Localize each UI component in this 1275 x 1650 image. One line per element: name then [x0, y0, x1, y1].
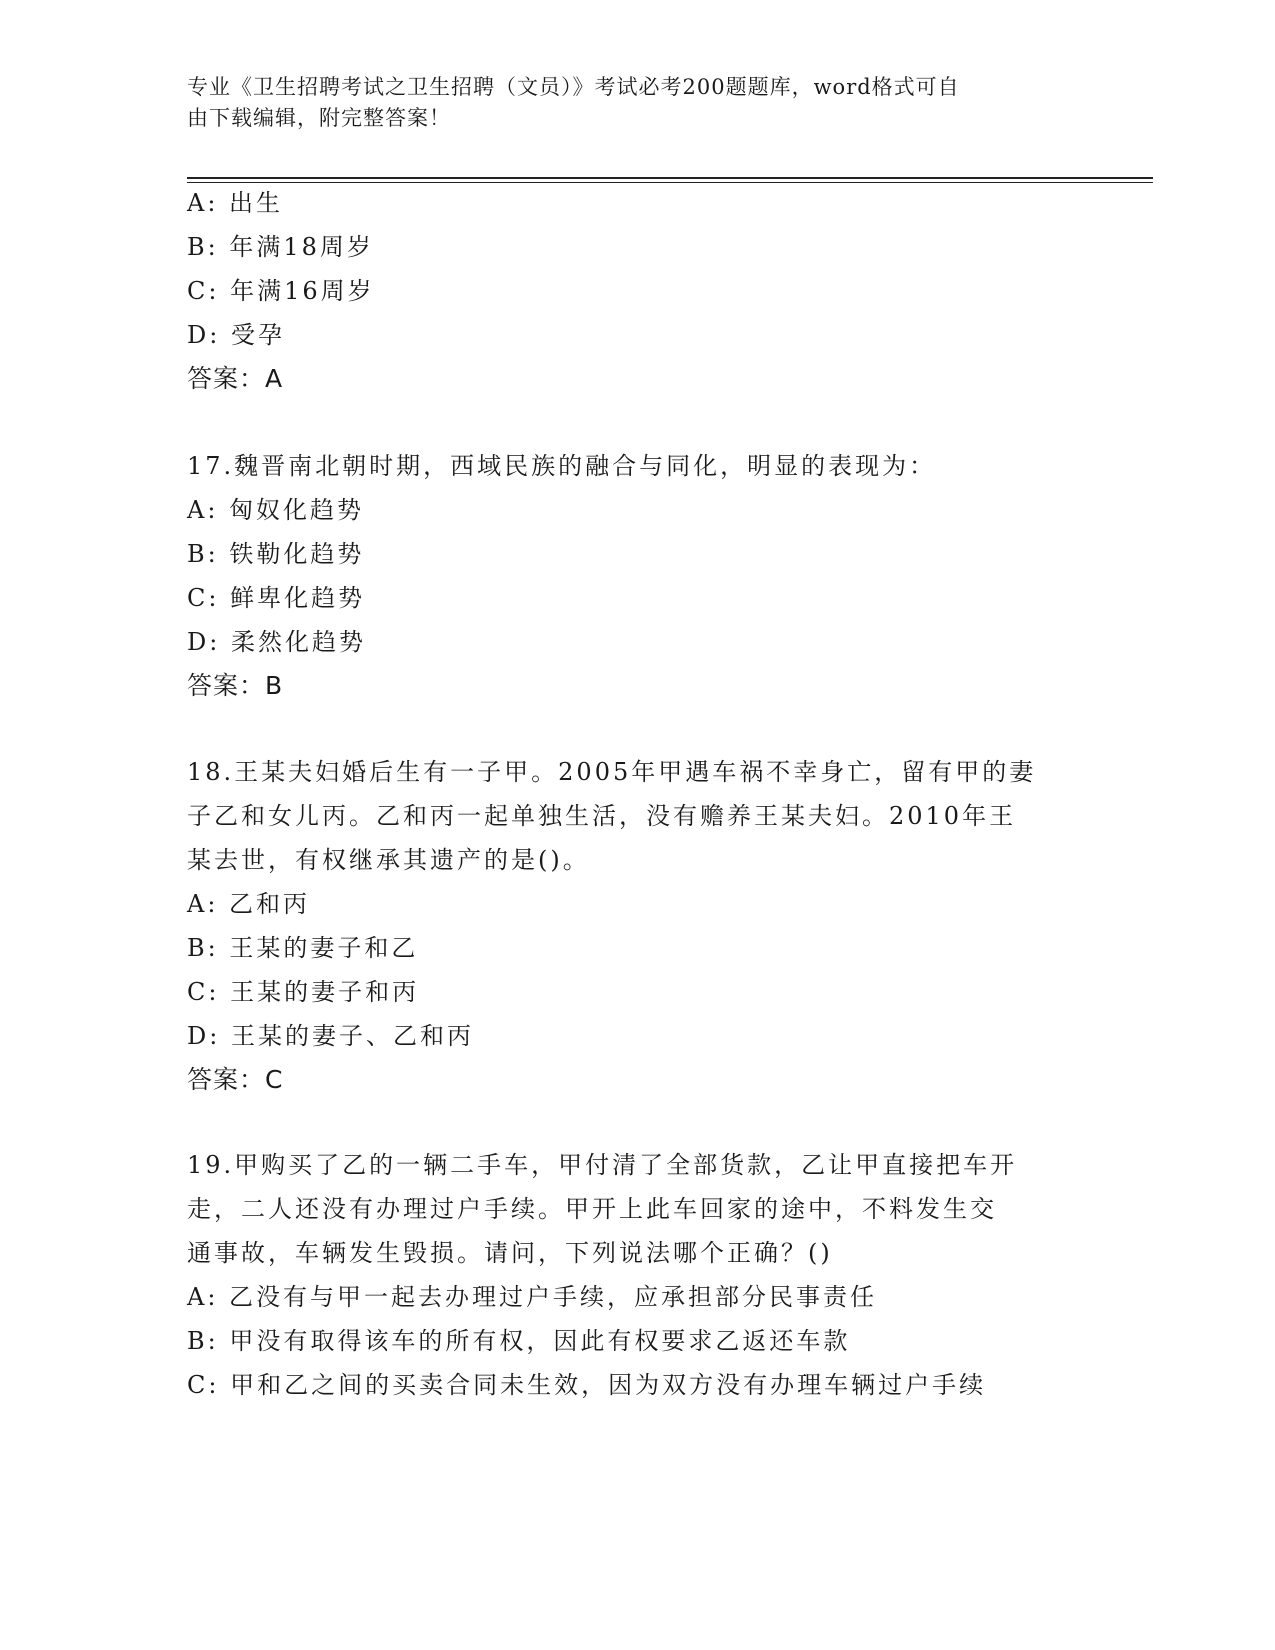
q19-option-c: C: 甲和乙之间的买卖合同未生效，因为双方没有办理车辆过户手续	[187, 1371, 987, 1399]
q19-option-b: B: 甲没有取得该车的所有权，因此有权要求乙返还车款	[187, 1327, 851, 1355]
q17-answer: 答案：B	[187, 671, 284, 700]
q16-option-c: C: 年满16周岁	[187, 277, 375, 305]
header-divider-thin	[187, 182, 1153, 183]
q16-option-d: D: 受孕	[187, 321, 285, 349]
q18-option-c: C: 王某的妻子和丙	[187, 978, 420, 1006]
header-line-1: 专业《卫生招聘考试之卫生招聘（文员）》考试必考200题题库，word格式可自	[187, 75, 960, 99]
q16-option-a: A: 出生	[187, 189, 284, 217]
q17-option-a: A: 匈奴化趋势	[187, 496, 365, 524]
q17-option-d: D: 柔然化趋势	[187, 628, 366, 656]
q19-option-a: A: 乙没有与甲一起去办理过户手续，应承担部分民事责任	[187, 1283, 878, 1311]
q16-option-b: B: 年满18周岁	[187, 233, 374, 261]
q18-stem-line-2: 子乙和女儿丙。乙和丙一起单独生活，没有赡养王某夫妇。2010年王	[187, 802, 1017, 830]
q18-stem-line-3: 某去世，有权继承其遗产的是()。	[187, 846, 590, 874]
header-divider-thick	[187, 177, 1153, 179]
q18-option-d: D: 王某的妻子、乙和丙	[187, 1022, 474, 1050]
q18-answer: 答案：C	[187, 1065, 284, 1094]
q17-option-c: C: 鲜卑化趋势	[187, 584, 366, 612]
q17-stem: 17.魏晋南北朝时期，西域民族的融合与同化，明显的表现为：	[187, 452, 937, 480]
q18-stem-line-1: 18.王某夫妇婚后生有一子甲。2005年甲遇车祸不幸身亡，留有甲的妻	[187, 758, 1037, 786]
q19-stem-line-2: 走，二人还没有办理过户手续。甲开上此车回家的途中，不料发生交	[187, 1195, 997, 1223]
document-header	[187, 72, 1067, 134]
q16-answer: 答案：A	[187, 364, 284, 393]
q19-stem-line-3: 通事故，车辆发生毁损。请问，下列说法哪个正确？()	[187, 1239, 833, 1267]
q18-option-a: A: 乙和丙	[187, 890, 311, 918]
q18-option-b: B: 王某的妻子和乙	[187, 934, 419, 962]
q19-stem-line-1: 19.甲购买了乙的一辆二手车，甲付清了全部货款，乙让甲直接把车开	[187, 1151, 1018, 1179]
q17-option-b: B: 铁勒化趋势	[187, 540, 365, 568]
header-line-2: 由下载编辑，附完整答案！	[187, 106, 451, 130]
